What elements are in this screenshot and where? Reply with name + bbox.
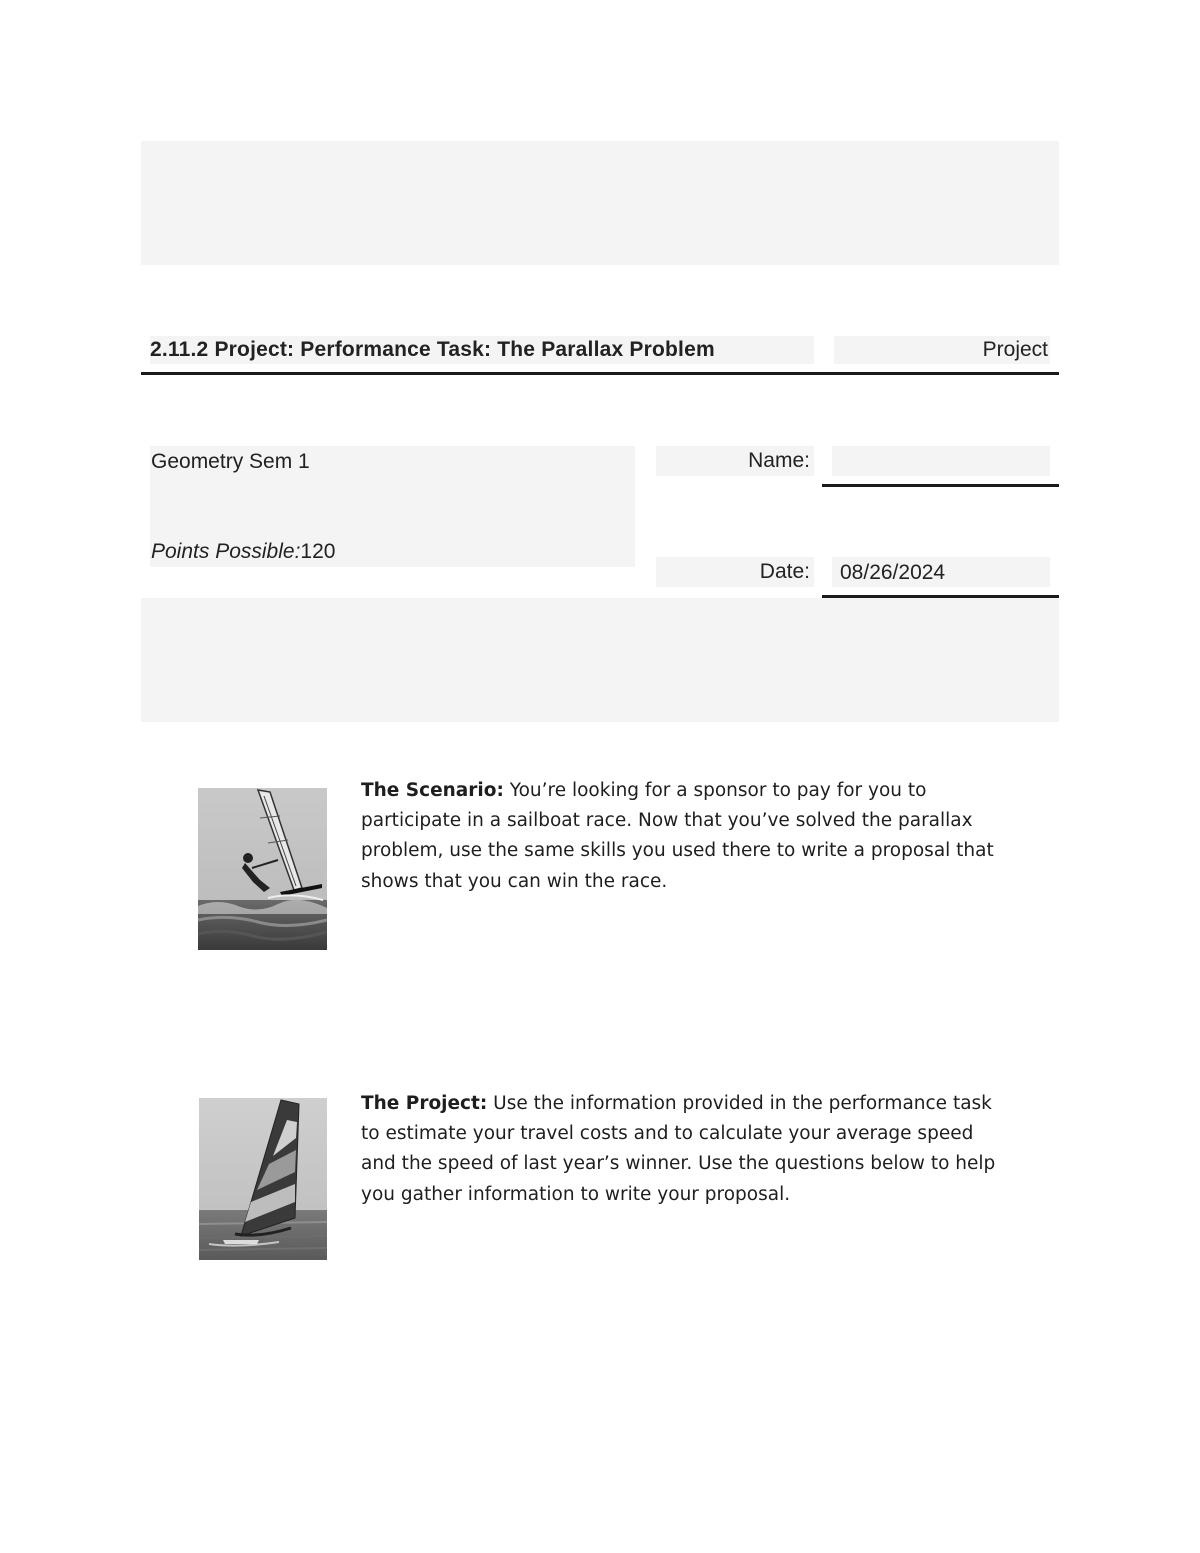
project-heading: The Project: bbox=[361, 1093, 488, 1114]
project-text bbox=[361, 1089, 1001, 1210]
windsurfer-photo bbox=[198, 788, 327, 950]
page-title: 2.11.2 Project: Performance Task: The Parallax Problem bbox=[150, 336, 814, 364]
sailboard-photo bbox=[199, 1098, 327, 1260]
project-body: Use the information provided in the performance task to estimate your travel costs and to calculate your average speed and the speed of last year’s winner. Use the questions below to help you gather information to write your proposal. bbox=[361, 1093, 996, 1205]
windsurfer-image bbox=[198, 788, 327, 950]
scenario-text bbox=[361, 776, 1001, 897]
course-name: Geometry Sem 1 bbox=[151, 450, 310, 473]
top-banner bbox=[141, 141, 1059, 265]
assignment-type: Project bbox=[834, 336, 1050, 364]
name-underline bbox=[822, 484, 1059, 487]
date-field[interactable]: 08/26/2024 bbox=[832, 557, 1050, 587]
name-label: Name: bbox=[656, 446, 814, 476]
date-label: Date: bbox=[656, 557, 814, 587]
info-banner bbox=[141, 598, 1059, 722]
sailboard-image bbox=[199, 1098, 327, 1260]
course-info bbox=[150, 446, 635, 567]
scenario-body: You’re looking for a sponsor to pay for you to participate in a sailboat race. Now that you’ve solved the parallax problem, use the same skills you used there to write a proposal that shows that you can win the race. bbox=[361, 780, 994, 892]
points-label: Points Possible: bbox=[151, 540, 301, 563]
title-divider bbox=[141, 372, 1059, 375]
scenario-heading: The Scenario: bbox=[361, 780, 504, 801]
name-field[interactable] bbox=[832, 446, 1050, 476]
points-value: 120 bbox=[300, 540, 336, 563]
points-possible bbox=[151, 538, 335, 566]
